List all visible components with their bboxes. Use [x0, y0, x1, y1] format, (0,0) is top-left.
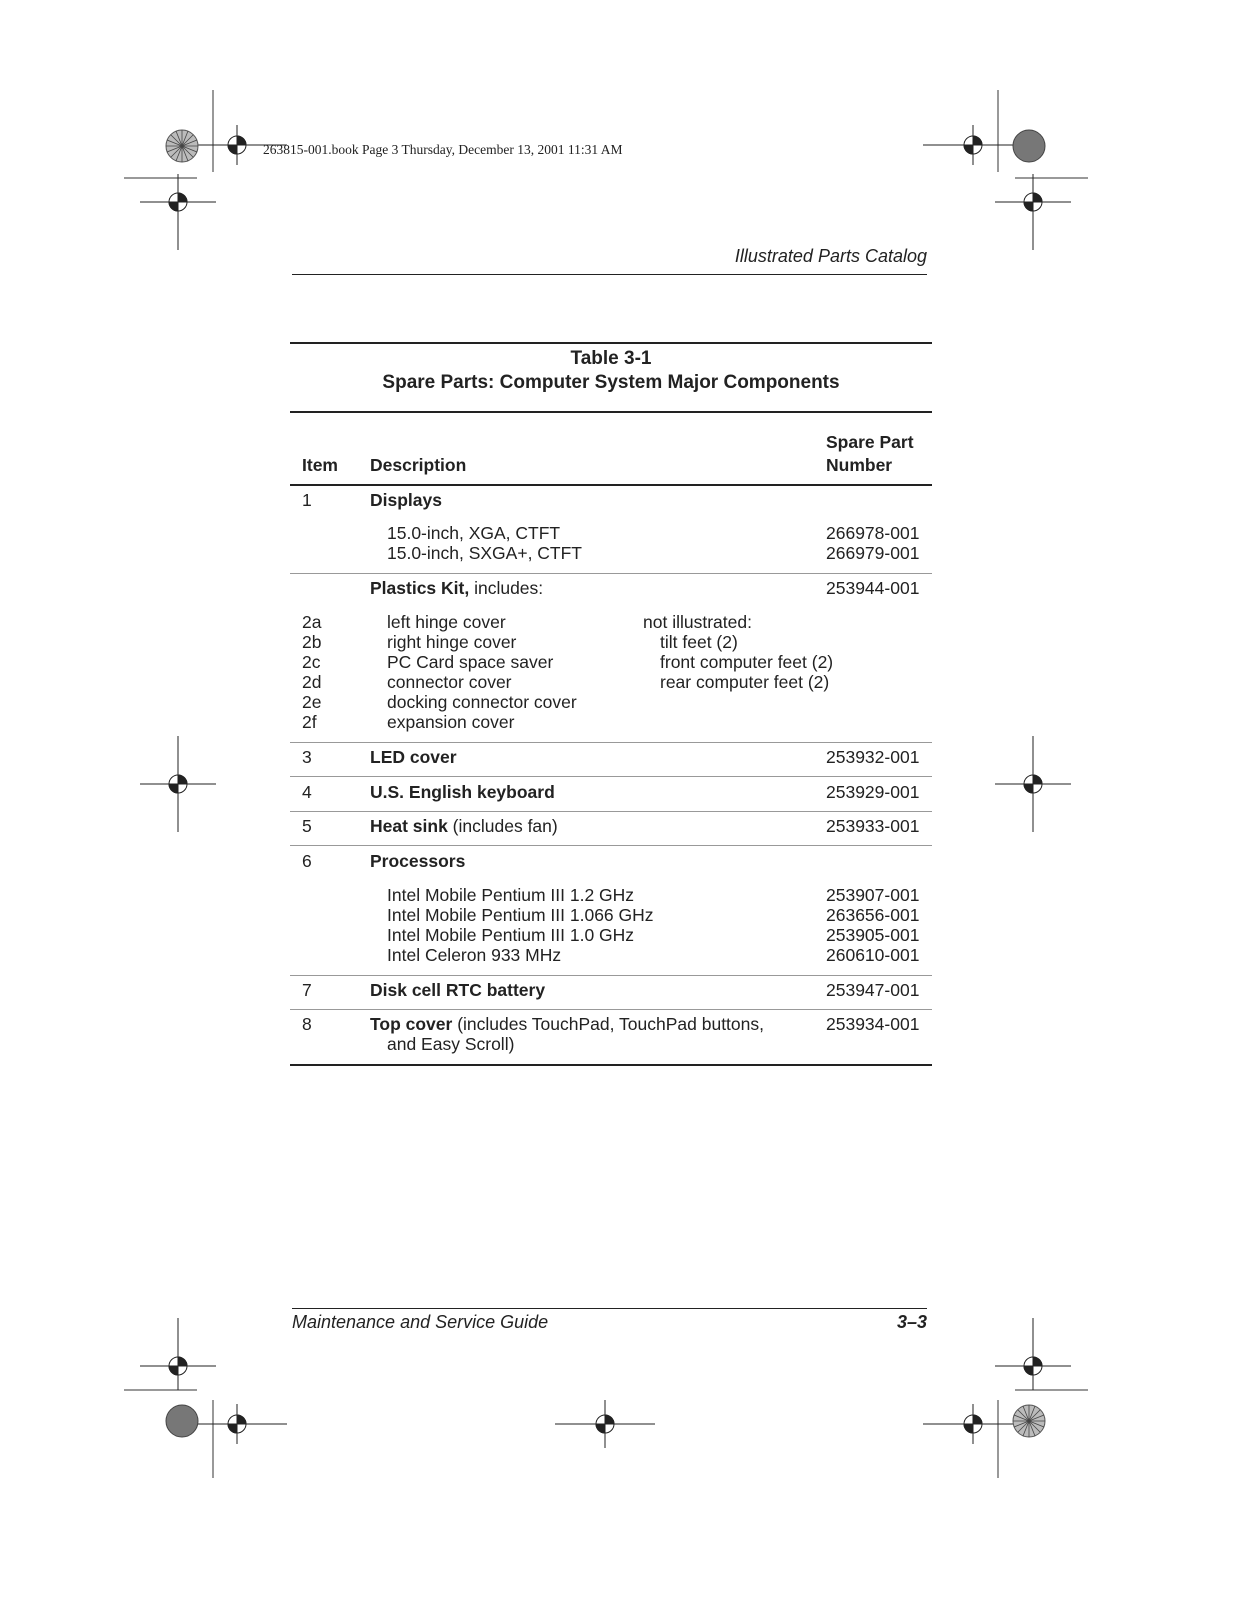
top-cover-line2: and Easy Scroll) — [387, 1034, 515, 1054]
row-divider — [290, 1009, 932, 1010]
header-rule-bottom — [290, 484, 932, 486]
row-divider — [290, 975, 932, 976]
registration-mark — [995, 174, 1071, 250]
part-description: PC Card space saver — [387, 652, 554, 672]
part-number: 253929-001 — [826, 782, 920, 802]
part-number: 253934-001 — [826, 1014, 920, 1034]
part-description: 15.0-inch, SXGA+, CTFT — [387, 543, 582, 563]
table-number: Table 3-1 — [570, 348, 652, 369]
gray-circle-mark — [166, 1405, 198, 1437]
starburst-mark — [166, 130, 198, 162]
part-description: left hinge cover — [387, 612, 506, 632]
item-number: 2e — [302, 692, 322, 712]
part-description: right hinge cover — [387, 632, 517, 652]
part-description: Intel Mobile Pentium III 1.2 GHz — [387, 885, 635, 905]
part-description: Intel Mobile Pentium III 1.066 GHz — [387, 905, 654, 925]
registration-mark — [140, 1318, 216, 1390]
item-number: 4 — [302, 782, 312, 802]
group-label — [370, 1014, 764, 1034]
table-top-rule — [290, 342, 932, 344]
part-number: 266978-001 — [826, 523, 920, 543]
registration-mark — [995, 736, 1071, 832]
registration-mark — [140, 174, 216, 250]
group-label: LED cover — [370, 747, 457, 767]
starburst-mark — [1013, 1405, 1045, 1437]
part-number: 253932-001 — [826, 747, 920, 767]
page-number: 3–3 — [896, 1312, 927, 1332]
item-number: 2d — [302, 672, 322, 692]
item-number: 2c — [302, 652, 321, 672]
top-cover-suffix: (includes TouchPad, TouchPad buttons, — [452, 1014, 764, 1034]
part-description: docking connector cover — [387, 692, 577, 712]
part-number: 260610-001 — [826, 945, 920, 965]
registration-mark — [923, 1404, 1023, 1444]
item-number: 7 — [302, 980, 312, 1000]
item-number: 3 — [302, 747, 312, 767]
registration-mark — [995, 1318, 1071, 1390]
heat-sink-suffix: (includes fan) — [447, 816, 558, 836]
not-illustrated-item: front computer feet (2) — [660, 652, 834, 672]
registration-mark — [555, 1400, 655, 1448]
row-divider — [290, 573, 932, 574]
part-number: 253933-001 — [826, 816, 920, 836]
row-divider — [290, 776, 932, 777]
item-number: 6 — [302, 851, 312, 871]
part-number: 253905-001 — [826, 925, 920, 945]
group-label: Processors — [370, 851, 466, 871]
table-title-rule — [290, 411, 932, 413]
item-number: 5 — [302, 816, 312, 836]
header-item: Item — [302, 455, 338, 475]
part-number: 266979-001 — [826, 543, 920, 563]
row-divider — [290, 742, 932, 743]
header-number: Number — [826, 455, 893, 475]
plastics-kit-label: Plastics Kit, — [370, 578, 470, 598]
part-description: connector cover — [387, 672, 512, 692]
group-label — [370, 816, 558, 836]
row-divider — [290, 845, 932, 846]
row-divider — [290, 811, 932, 812]
part-description: 15.0-inch, XGA, CTFT — [387, 523, 561, 543]
group-label: U.S. English keyboard — [370, 782, 555, 802]
part-number: 253907-001 — [826, 885, 920, 905]
part-description: Intel Celeron 933 MHz — [387, 945, 562, 965]
item-number: 2a — [302, 612, 322, 632]
running-head: Illustrated Parts Catalog — [734, 246, 927, 266]
registration-mark — [923, 125, 1023, 165]
group-label: Disk cell RTC battery — [370, 980, 546, 1000]
not-illustrated-label: not illustrated: — [643, 612, 752, 632]
not-illustrated-item: rear computer feet (2) — [660, 672, 830, 692]
header-rule — [292, 274, 927, 275]
part-number: 253944-001 — [826, 578, 920, 598]
part-number: 253947-001 — [826, 980, 920, 1000]
part-number: 263656-001 — [826, 905, 920, 925]
top-cover-label: Top cover — [370, 1014, 453, 1034]
group-label — [370, 578, 543, 598]
table-title: Spare Parts: Computer System Major Components — [382, 372, 840, 393]
group-label: Displays — [370, 490, 442, 510]
print-slug: 263815-001.book Page 3 Thursday, December 13, 2001 11:31 AM — [263, 142, 623, 157]
footer-rule — [292, 1308, 927, 1309]
table-bottom-rule — [290, 1064, 932, 1066]
registration-mark — [187, 1404, 287, 1444]
heat-sink-label: Heat sink — [370, 816, 448, 836]
part-description: Intel Mobile Pentium III 1.0 GHz — [387, 925, 635, 945]
part-description: expansion cover — [387, 712, 515, 732]
item-number: 1 — [302, 490, 312, 510]
item-number: 8 — [302, 1014, 312, 1034]
not-illustrated-item: tilt feet (2) — [660, 632, 738, 652]
footer-guide-title: Maintenance and Service Guide — [292, 1312, 549, 1332]
header-spare-part: Spare Part — [826, 432, 914, 452]
plastics-kit-suffix: includes: — [469, 578, 544, 598]
header-description: Description — [370, 455, 467, 475]
gray-circle-mark — [1013, 130, 1045, 162]
registration-mark — [140, 736, 216, 832]
item-number: 2b — [302, 632, 322, 652]
item-number: 2f — [302, 712, 317, 732]
